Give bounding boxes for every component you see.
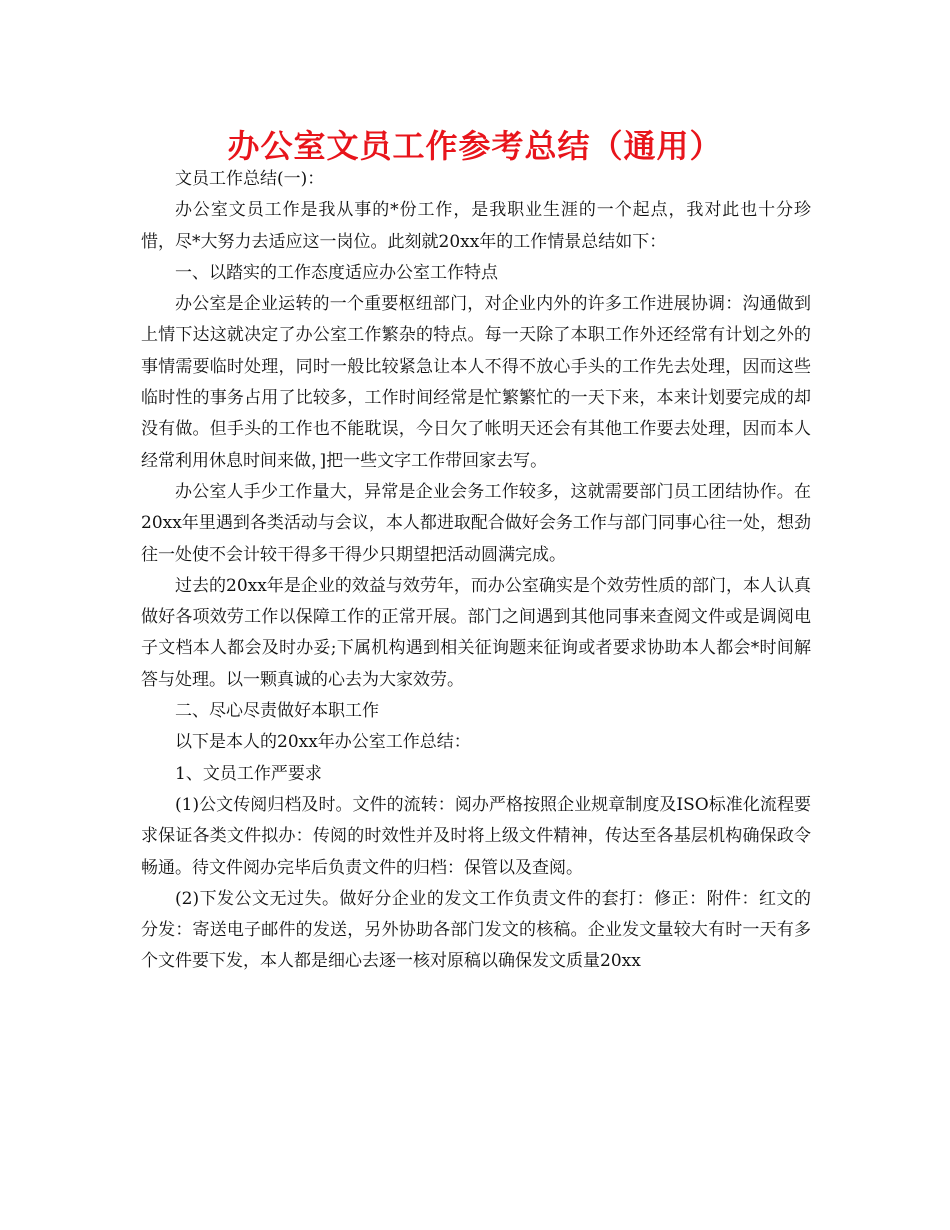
paragraph: 办公室是企业运转的一个重要枢纽部门，对企业内外的许多工作进展协调：沟通做到上情下达这就决定了办公室工作繁杂的特点。每一天除了本职工作外还经常有计划之外的事情需要临时处理，同时一般比较紧急让本人不得不放心手头的工作先去处理，因而这些临时性的事务占用了比较多，工作时间经常是忙繁繁忙的一天下来，本来计划要完成的却没有做。但手头的工作也不能耽误，今日欠了帐明天还会有其他工作要去处理，因而本人经常利用休息时间来做，]把一些文字工作带回家去写。 <box>141 294 811 471</box>
section-heading: 一、以踏实的工作态度适应办公室工作特点 <box>175 262 498 283</box>
document-title: 办公室文员工作参考总结（通用） <box>227 127 723 165</box>
paragraph: 以下是本人的20xx年办公室工作总结： <box>175 732 471 753</box>
document-body <box>141 164 811 978</box>
paragraph: (2)下发公文无过失。做好分企业的发文工作负责文件的套打：修正：附件：红文的分发：寄送电子邮件的发送，另外协助各部门发文的核稿。企业发文量较大有时一天有多个文件要下发，本人都是细心去逐一核对原稿以确保发文质量20xx <box>141 888 811 972</box>
paragraph: 办公室文员工作是我从事的*份工作，是我职业生涯的一个起点，我对此也十分珍惜，尽*大努力去适应这一岗位。此刻就20xx年的工作情景总结如下： <box>141 200 811 252</box>
subsection-heading: 1、文员工作严要求 <box>175 763 322 784</box>
paragraph: 办公室人手少工作量大，异常是企业会务工作较多，这就需要部门员工团结协作。在20xx年里遇到各类活动与会议，本人都进取配合做好会务工作与部门同事心往一处，想劲往一处使不会计较干得多干得少只期望把活动圆满完成。 <box>141 481 811 565</box>
paragraph: 过去的20xx年是企业的效益与效劳年，而办公室确实是个效劳性质的部门，本人认真做好各项效劳工作以保障工作的正常开展。部门之间遇到其他同事来查阅文件或是调阅电子文档本人都会及时办妥;下属机构遇到相关征询题来征询或者要求协助本人都会*时间解答与处理。以一颗真诚的心去为大家效劳。 <box>141 575 811 690</box>
paragraph: (1)公文传阅归档及时。文件的流转：阅办严格按照企业规章制度及ISO标准化流程要求保证各类文件拟办：传阅的时效性并及时将上级文件精神，传达至各基层机构确保政令畅通。待文件阅办完毕后负责文件的归档：保管以及查阅。 <box>141 794 811 878</box>
paragraph: 文员工作总结(一)： <box>175 169 325 189</box>
section-heading: 二、尽心尽责做好本职工作 <box>175 701 379 722</box>
